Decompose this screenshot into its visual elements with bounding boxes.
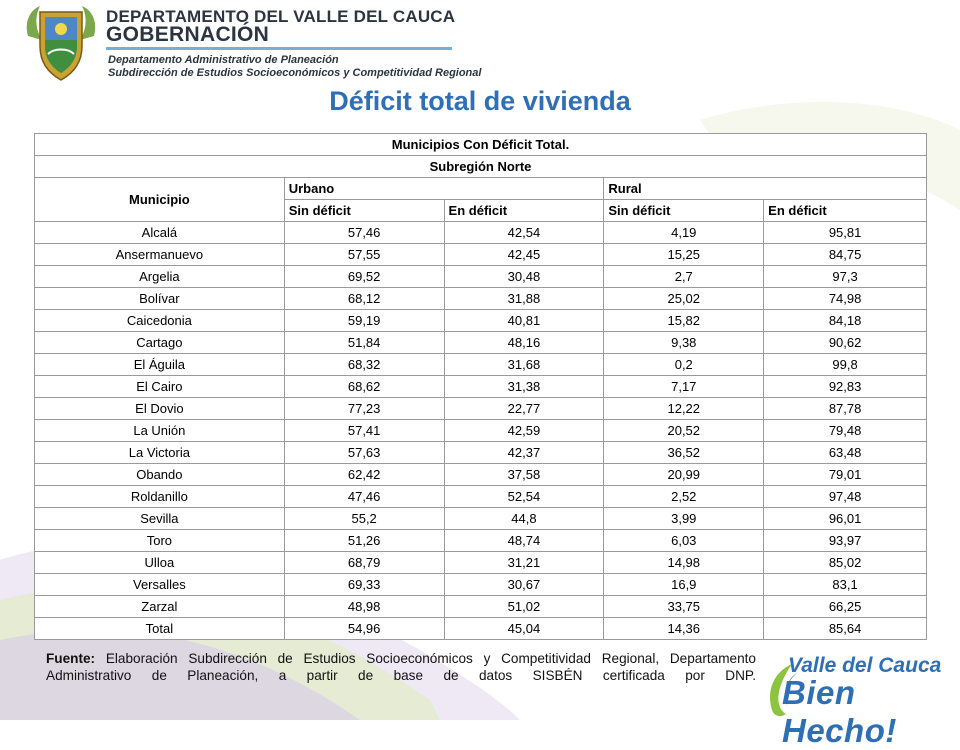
cell-municipio: Caicedonia <box>35 310 285 332</box>
header-rural-sin: Sin déficit <box>604 200 764 222</box>
cell-value: 31,38 <box>444 376 604 398</box>
table-row <box>35 420 927 442</box>
cell-value: 83,1 <box>764 574 927 596</box>
cell-value: 68,62 <box>284 376 444 398</box>
table-row <box>35 464 927 486</box>
source-note <box>46 650 756 684</box>
table-header-row-1 <box>35 178 927 200</box>
brand-top-text: Valle del Cauca <box>788 654 942 677</box>
cell-value: 48,74 <box>444 530 604 552</box>
header-subdireccion: Subdirección de Estudios Socioeconómicos y Competitividad Regional <box>108 67 482 79</box>
cell-value: 3,99 <box>604 508 764 530</box>
cell-value: 40,81 <box>444 310 604 332</box>
header-gobernacion: GOBERNACIÓN <box>106 23 270 46</box>
cell-value: 31,88 <box>444 288 604 310</box>
cell-municipio: Alcalá <box>35 222 285 244</box>
cell-value: 79,01 <box>764 464 927 486</box>
table-row <box>35 222 927 244</box>
source-text: Elaboración Subdirección de Estudios Socioeconómicos y Competitividad Regional, Departamento Administrativo de Planeación, a partir de base de datos SISBÉN certificada por DNP. <box>46 651 756 683</box>
cell-municipio: Roldanillo <box>35 486 285 508</box>
cell-municipio: Toro <box>35 530 285 552</box>
cell-value: 51,02 <box>444 596 604 618</box>
cell-value: 42,45 <box>444 244 604 266</box>
cell-value: 69,33 <box>284 574 444 596</box>
cell-value: 30,48 <box>444 266 604 288</box>
cell-municipio: Bolívar <box>35 288 285 310</box>
header-rule <box>106 47 452 50</box>
cell-value: 85,02 <box>764 552 927 574</box>
cell-value: 84,75 <box>764 244 927 266</box>
table-caption-row <box>35 134 927 156</box>
table-row <box>35 354 927 376</box>
table-subcaption: Subregión Norte <box>35 156 927 178</box>
cell-value: 68,32 <box>284 354 444 376</box>
cell-value: 59,19 <box>284 310 444 332</box>
cell-municipio: Argelia <box>35 266 285 288</box>
table-row <box>35 332 927 354</box>
table-row <box>35 618 927 640</box>
cell-municipio: El Águila <box>35 354 285 376</box>
cell-municipio: Cartago <box>35 332 285 354</box>
cell-value: 48,16 <box>444 332 604 354</box>
cell-value: 4,19 <box>604 222 764 244</box>
cell-value: 48,98 <box>284 596 444 618</box>
cell-value: 77,23 <box>284 398 444 420</box>
header-rural-en: En déficit <box>764 200 927 222</box>
cell-value: 93,97 <box>764 530 927 552</box>
cell-value: 42,54 <box>444 222 604 244</box>
cell-value: 62,42 <box>284 464 444 486</box>
table-row <box>35 266 927 288</box>
cell-municipio: Obando <box>35 464 285 486</box>
table-row <box>35 486 927 508</box>
table-row <box>35 596 927 618</box>
table-row <box>35 244 927 266</box>
cell-value: 84,18 <box>764 310 927 332</box>
cell-value: 33,75 <box>604 596 764 618</box>
cell-value: 79,48 <box>764 420 927 442</box>
cell-value: 44,8 <box>444 508 604 530</box>
cell-value: 97,3 <box>764 266 927 288</box>
cell-municipio: La Victoria <box>35 442 285 464</box>
cell-value: 96,01 <box>764 508 927 530</box>
cell-value: 92,83 <box>764 376 927 398</box>
cell-value: 47,46 <box>284 486 444 508</box>
cell-value: 87,78 <box>764 398 927 420</box>
cell-value: 22,77 <box>444 398 604 420</box>
cell-municipio: Sevilla <box>35 508 285 530</box>
cell-value: 20,99 <box>604 464 764 486</box>
table-row <box>35 530 927 552</box>
cell-municipio: Versalles <box>35 574 285 596</box>
cell-value: 37,58 <box>444 464 604 486</box>
cell-value: 57,55 <box>284 244 444 266</box>
cell-value: 97,48 <box>764 486 927 508</box>
cell-value: 6,03 <box>604 530 764 552</box>
cell-municipio: Ansermanuevo <box>35 244 285 266</box>
cell-value: 63,48 <box>764 442 927 464</box>
cell-value: 31,68 <box>444 354 604 376</box>
cell-value: 54,96 <box>284 618 444 640</box>
table-row <box>35 442 927 464</box>
cell-value: 31,21 <box>444 552 604 574</box>
cell-value: 42,37 <box>444 442 604 464</box>
table-row <box>35 508 927 530</box>
header-urbano-en: En déficit <box>444 200 604 222</box>
cell-value: 15,82 <box>604 310 764 332</box>
cell-value: 74,98 <box>764 288 927 310</box>
cell-value: 45,04 <box>444 618 604 640</box>
cell-value: 9,38 <box>604 332 764 354</box>
cell-municipio: El Dovio <box>35 398 285 420</box>
cell-value: 14,36 <box>604 618 764 640</box>
cell-value: 99,8 <box>764 354 927 376</box>
cell-value: 7,17 <box>604 376 764 398</box>
table-caption: Municipios Con Déficit Total. <box>35 134 927 156</box>
cell-value: 15,25 <box>604 244 764 266</box>
table-subcaption-row <box>35 156 927 178</box>
cell-value: 20,52 <box>604 420 764 442</box>
coat-of-arms-logo <box>20 2 102 82</box>
page-title: Déficit total de vivienda <box>329 86 631 116</box>
cell-value: 68,79 <box>284 552 444 574</box>
cell-municipio: Ulloa <box>35 552 285 574</box>
cell-value: 12,22 <box>604 398 764 420</box>
header-dap: Departamento Administrativo de Planeación <box>108 54 339 66</box>
cell-value: 16,9 <box>604 574 764 596</box>
cell-municipio: La Unión <box>35 420 285 442</box>
cell-value: 2,52 <box>604 486 764 508</box>
cell-value: 55,2 <box>284 508 444 530</box>
table-row <box>35 288 927 310</box>
cell-value: 2,7 <box>604 266 764 288</box>
header <box>0 0 960 90</box>
cell-value: 25,02 <box>604 288 764 310</box>
brand-bottom-text: Bien Hecho! <box>782 674 897 749</box>
table-row <box>35 552 927 574</box>
cell-municipio: Zarzal <box>35 596 285 618</box>
header-department: DEPARTAMENTO DEL VALLE DEL CAUCA <box>106 7 456 26</box>
cell-value: 30,67 <box>444 574 604 596</box>
cell-value: 57,46 <box>284 222 444 244</box>
cell-value: 57,63 <box>284 442 444 464</box>
header-urbano-sin: Sin déficit <box>284 200 444 222</box>
cell-value: 69,52 <box>284 266 444 288</box>
cell-value: 42,59 <box>444 420 604 442</box>
cell-value: 0,2 <box>604 354 764 376</box>
table-row <box>35 376 927 398</box>
cell-value: 57,41 <box>284 420 444 442</box>
table-row <box>35 398 927 420</box>
header-urbano: Urbano <box>284 178 604 200</box>
cell-value: 90,62 <box>764 332 927 354</box>
cell-value: 36,52 <box>604 442 764 464</box>
cell-municipio: Total <box>35 618 285 640</box>
cell-value: 51,84 <box>284 332 444 354</box>
header-municipio: Municipio <box>35 178 285 222</box>
header-rural: Rural <box>604 178 927 200</box>
cell-value: 68,12 <box>284 288 444 310</box>
cell-value: 14,98 <box>604 552 764 574</box>
table-row <box>35 310 927 332</box>
source-label: Fuente: <box>46 651 96 666</box>
table-row <box>35 574 927 596</box>
brand-logo <box>762 652 952 749</box>
deficit-table <box>34 133 927 640</box>
cell-value: 66,25 <box>764 596 927 618</box>
cell-value: 51,26 <box>284 530 444 552</box>
cell-municipio: El Cairo <box>35 376 285 398</box>
cell-value: 85,64 <box>764 618 927 640</box>
cell-value: 95,81 <box>764 222 927 244</box>
cell-value: 52,54 <box>444 486 604 508</box>
